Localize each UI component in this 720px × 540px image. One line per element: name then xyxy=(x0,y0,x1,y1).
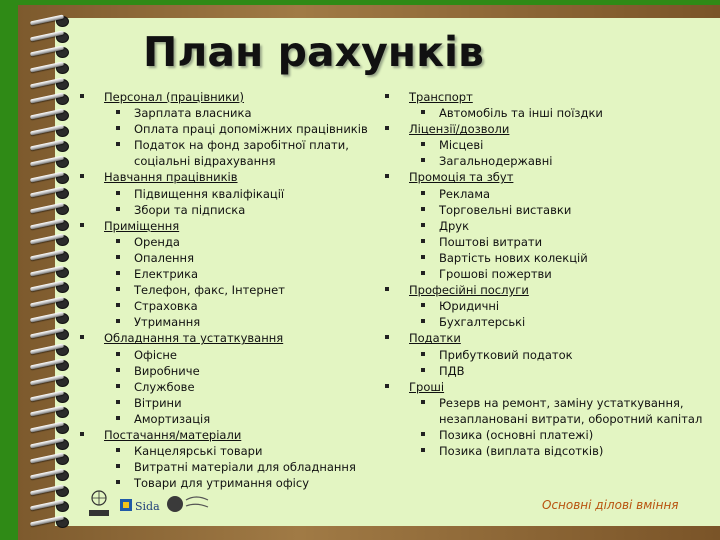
section-heading: Приміщення xyxy=(104,218,180,233)
subitem xyxy=(409,218,715,234)
spiral-ring xyxy=(22,77,82,91)
spiral-ring xyxy=(22,499,82,513)
square-bullet-icon xyxy=(80,94,84,98)
subitem xyxy=(104,314,400,330)
section-sublist xyxy=(409,298,715,330)
spiral-ring xyxy=(22,405,82,419)
square-bullet-icon xyxy=(421,223,425,227)
subitem-label: Канцелярські товари xyxy=(134,444,263,459)
subitem xyxy=(409,137,715,153)
subitem xyxy=(104,459,400,475)
section-heading: Професійні послуги xyxy=(409,283,529,298)
subitem xyxy=(104,137,400,169)
section-heading: Податки xyxy=(409,331,461,346)
spiral-ring xyxy=(22,14,82,28)
square-bullet-icon xyxy=(421,271,425,275)
square-bullet-icon xyxy=(116,110,120,114)
subitem-label: Збори та підписка xyxy=(134,202,246,217)
subitem-label: Юридичні xyxy=(439,299,500,314)
spiral-ring xyxy=(22,358,82,372)
subitem xyxy=(104,105,400,121)
spiral-ring xyxy=(22,61,82,75)
subitem xyxy=(409,314,715,330)
section-sublist xyxy=(409,186,715,283)
subitem-label: Торговельні виставки xyxy=(439,202,572,217)
square-bullet-icon xyxy=(421,303,425,307)
square-bullet-icon xyxy=(385,384,389,388)
section-heading: Обладнання та устаткування xyxy=(104,331,284,346)
spiral-ring xyxy=(22,421,82,435)
spiral-ring xyxy=(22,45,82,59)
square-bullet-icon xyxy=(421,158,425,162)
subitem-label: Загальнодержавні xyxy=(439,154,553,169)
square-bullet-icon xyxy=(116,303,120,307)
square-bullet-icon xyxy=(116,448,120,452)
square-bullet-icon xyxy=(116,352,120,356)
subitem xyxy=(104,363,400,379)
subitem-label: Вартість нових колекцій xyxy=(439,250,588,265)
subitem xyxy=(104,282,400,298)
square-bullet-icon xyxy=(421,191,425,195)
square-bullet-icon xyxy=(80,335,84,339)
square-bullet-icon xyxy=(385,174,389,178)
square-bullet-icon xyxy=(116,255,120,259)
subitem-label: Підвищення кваліфікації xyxy=(134,186,285,201)
slide-title: План рахунків xyxy=(143,28,484,76)
section-item xyxy=(385,379,715,459)
subitem xyxy=(104,347,400,363)
section-item xyxy=(80,330,400,427)
subitem-label: Амортизація xyxy=(134,411,211,426)
subitem xyxy=(409,250,715,266)
square-bullet-icon xyxy=(421,142,425,146)
subitem-label: Опалення xyxy=(134,250,194,265)
spiral-ring xyxy=(22,124,82,138)
subitem xyxy=(409,186,715,202)
subitem xyxy=(104,250,400,266)
institute-logo xyxy=(166,491,210,517)
subitem xyxy=(104,266,400,282)
subitem xyxy=(104,121,400,137)
spiral-ring xyxy=(22,249,82,263)
partner-logos xyxy=(86,489,216,519)
subitem xyxy=(409,347,715,363)
subitem-label: Поштові витрати xyxy=(439,234,543,249)
spiral-ring xyxy=(22,484,82,498)
section-item xyxy=(80,427,400,491)
subitem-label: Офісне xyxy=(134,347,177,362)
spiral-ring xyxy=(22,155,82,169)
subitem-label: Телефон, факс, Інтернет xyxy=(134,283,285,298)
section-sublist xyxy=(104,105,400,169)
subitem xyxy=(409,153,715,169)
subitem-label: Позика (основні платежі) xyxy=(439,427,594,442)
spiral-ring xyxy=(22,468,82,482)
square-bullet-icon xyxy=(421,400,425,404)
section-sublist xyxy=(409,347,715,379)
spiral-ring xyxy=(22,452,82,466)
section-heading: Промоція та збут xyxy=(409,170,514,185)
spiral-binding xyxy=(22,14,82,529)
section-item xyxy=(385,282,715,330)
square-bullet-icon xyxy=(116,287,120,291)
subitem xyxy=(104,202,400,218)
section-sublist xyxy=(104,234,400,331)
subitem xyxy=(409,363,715,379)
subitem-label: Оплата праці допоміжних працівників xyxy=(134,122,368,137)
spiral-ring xyxy=(22,92,82,106)
square-bullet-icon xyxy=(421,255,425,259)
square-bullet-icon xyxy=(421,319,425,323)
square-bullet-icon xyxy=(116,384,120,388)
subitem-label: Бухгалтерські xyxy=(439,315,526,330)
section-item xyxy=(80,169,400,217)
subitem-label: Службове xyxy=(134,379,195,394)
square-bullet-icon xyxy=(421,352,425,356)
square-bullet-icon xyxy=(385,126,389,130)
subitem-label: Автомобіль та інші поїздки xyxy=(439,106,603,121)
subitem-label: Прибутковий податок xyxy=(439,347,573,362)
square-bullet-icon xyxy=(116,239,120,243)
spiral-ring xyxy=(22,202,82,216)
spiral-ring xyxy=(22,280,82,294)
subitem-label: Страховка xyxy=(134,299,198,314)
subitem xyxy=(104,395,400,411)
spiral-ring xyxy=(22,218,82,232)
spiral-ring xyxy=(22,265,82,279)
subitem xyxy=(409,105,715,121)
subitem-label: Резерв на ремонт, заміну устаткування, незаплановані витрати, оборотний капітал xyxy=(439,395,703,426)
subitem-label: Податок на фонд заробітної плати, соціальні відрахування xyxy=(134,138,349,169)
subitem-label: Місцеві xyxy=(439,138,484,153)
subitem xyxy=(104,443,400,459)
square-bullet-icon xyxy=(116,142,120,146)
subitem xyxy=(104,379,400,395)
square-bullet-icon xyxy=(385,335,389,339)
square-bullet-icon xyxy=(421,239,425,243)
spiral-ring xyxy=(22,437,82,451)
iom-logo xyxy=(86,489,112,519)
square-bullet-icon xyxy=(116,207,120,211)
spiral-ring xyxy=(22,327,82,341)
spiral-ring xyxy=(22,139,82,153)
section-heading: Ліцензії/дозволи xyxy=(409,122,510,137)
spiral-ring xyxy=(22,296,82,310)
subitem xyxy=(409,427,715,443)
square-bullet-icon xyxy=(421,207,425,211)
square-bullet-icon xyxy=(385,287,389,291)
subitem xyxy=(409,443,715,459)
subitem xyxy=(409,202,715,218)
section-item xyxy=(80,218,400,331)
section-sublist xyxy=(409,137,715,169)
spiral-ring xyxy=(22,515,82,529)
left-column xyxy=(80,89,400,491)
section-sublist xyxy=(409,105,715,121)
section-item xyxy=(385,89,715,121)
spiral-ring xyxy=(22,186,82,200)
spiral-ring xyxy=(22,390,82,404)
section-sublist xyxy=(104,347,400,427)
subitem-label: Електрика xyxy=(134,267,199,282)
right-section-list xyxy=(385,89,715,459)
subitem-label: Товари для утримання офісу xyxy=(134,476,309,491)
section-heading: Транспорт xyxy=(409,90,473,104)
subitem-label: Утримання xyxy=(134,315,201,330)
square-bullet-icon xyxy=(116,480,120,484)
subitem-label: Оренда xyxy=(134,234,180,249)
spiral-ring xyxy=(22,343,82,357)
square-bullet-icon xyxy=(80,223,84,227)
spiral-ring xyxy=(22,374,82,388)
square-bullet-icon xyxy=(116,400,120,404)
square-bullet-icon xyxy=(80,432,84,436)
subitem-label: ПДВ xyxy=(439,363,465,378)
subitem-label: Витратні матеріали для обладнання xyxy=(134,460,356,475)
section-heading: Гроші xyxy=(409,379,445,394)
spiral-ring xyxy=(22,233,82,247)
section-sublist xyxy=(409,395,715,459)
section-sublist xyxy=(104,443,400,491)
section-item xyxy=(385,121,715,169)
subitem xyxy=(409,234,715,250)
subitem xyxy=(409,298,715,314)
left-section-list xyxy=(80,89,400,491)
section-item xyxy=(385,169,715,282)
subitem xyxy=(104,234,400,250)
square-bullet-icon xyxy=(116,319,120,323)
square-bullet-icon xyxy=(116,126,120,130)
section-item xyxy=(80,89,400,169)
subitem-label: Друк xyxy=(439,218,470,233)
footer-caption: Основні ділові вміння xyxy=(542,498,679,512)
spiral-ring xyxy=(22,171,82,185)
spiral-ring xyxy=(22,108,82,122)
subitem xyxy=(104,411,400,427)
square-bullet-icon xyxy=(116,368,120,372)
section-item xyxy=(385,330,715,378)
subitem xyxy=(409,266,715,282)
subitem-label: Виробниче xyxy=(134,363,200,378)
square-bullet-icon xyxy=(421,110,425,114)
spiral-ring xyxy=(22,30,82,44)
subitem xyxy=(104,298,400,314)
subitem-label: Реклама xyxy=(439,186,491,201)
square-bullet-icon xyxy=(116,416,120,420)
spiral-ring xyxy=(22,311,82,325)
square-bullet-icon xyxy=(421,368,425,372)
right-column xyxy=(385,89,715,459)
subitem xyxy=(104,186,400,202)
square-bullet-icon xyxy=(80,174,84,178)
square-bullet-icon xyxy=(421,432,425,436)
sida-logo-text: Sida xyxy=(135,500,160,513)
section-heading: Постачання/матеріали xyxy=(104,427,242,442)
subitem-label: Вітрини xyxy=(134,395,182,410)
square-bullet-icon xyxy=(116,464,120,468)
square-bullet-icon xyxy=(421,448,425,452)
section-sublist xyxy=(104,186,400,218)
section-heading: Навчання працівників xyxy=(104,170,238,185)
sida-logo xyxy=(120,497,162,513)
section-heading: Персонал (працівники) xyxy=(104,90,245,104)
subitem-label: Позика (виплата відсотків) xyxy=(439,444,604,459)
square-bullet-icon xyxy=(385,94,389,98)
square-bullet-icon xyxy=(116,191,120,195)
subitem-label: Зарплата власника xyxy=(134,106,252,121)
subitem-label: Грошові пожертви xyxy=(439,267,552,282)
subitem xyxy=(409,395,715,427)
square-bullet-icon xyxy=(116,271,120,275)
